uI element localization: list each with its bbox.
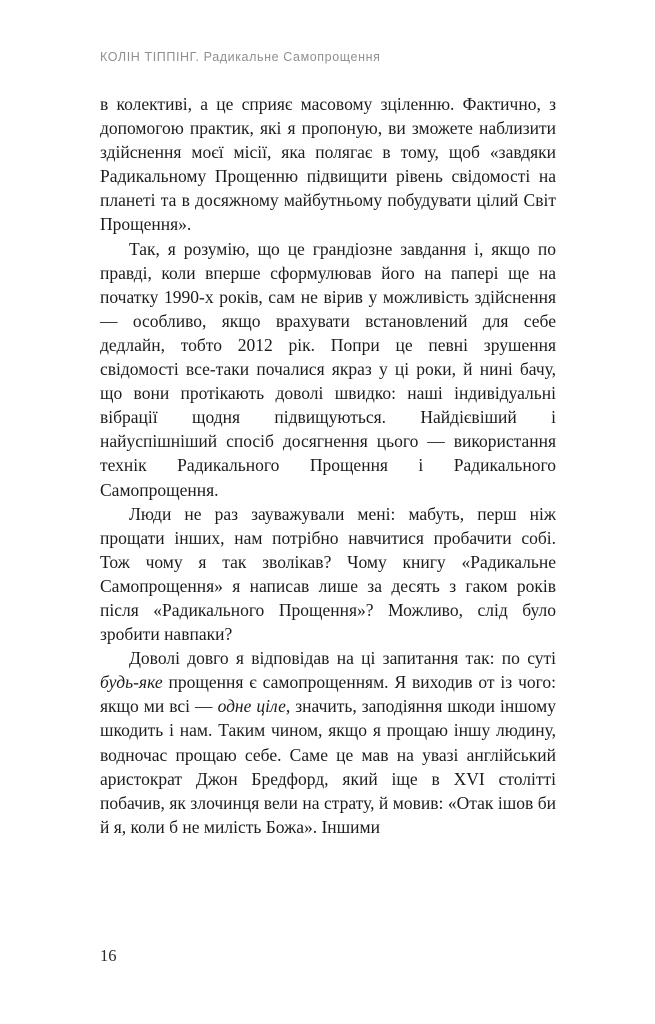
page-number: 16 <box>100 946 117 965</box>
text-segment: прощення є самопрощенням. Я виходив от із чого: якщо ми всі — <box>100 672 556 717</box>
text-segment: Так, я розумію, що це грандіозне завдання і, якщо по правді, коли вперше сформулював його на папері ще на початку 1990-х років, сам не вірив у можливість здійснення — особливо, якщо врахувати встановлений для себе дедлайн, тобто 2012 рік. Попри це певні зрушення свідомості все-таки почалися якраз у ці роки, й нині бачу, що вони протікають доволі швидко: наші індивідуальні вібрації щодня підвищуються. Найдієвіший і найуспішніший спосіб досягнення цього — використання технік Радикального Прощення і Радикального Самопрощення. <box>100 238 556 500</box>
text-segment: Люди не раз зауважували мені: мабуть, перш ніж прощати інших, нам потрібно навчитися пробачити собі. Тож чому я так зволікав? Чому книгу «Радикальне Самопрощення» я написав лише за десять з гаком років після «Радикального Прощення»? Можливо, слід було зробити навпаки? <box>100 503 556 645</box>
text-segment-italic: одне ціле <box>217 696 286 717</box>
text-segment: Доволі довго я відповідав на ці запитання так: по суті <box>129 648 556 669</box>
running-header: КОЛІН ТІППІНГ. Радикальне Самопрощення <box>100 50 381 64</box>
paragraph <box>100 502 556 647</box>
paragraph <box>100 92 556 237</box>
page-body <box>100 92 556 839</box>
paragraph <box>100 237 556 502</box>
paragraph <box>100 646 556 839</box>
text-segment-italic: будь-яке <box>100 672 163 693</box>
text-segment: в колективі, а це сприяє масовому зціленню. Фактично, з допомогою практик, які я пропоную, ви зможете наблизити здійснення моєї місії, яка полягає в тому, щоб «завдяки Радикальному Прощенню підвищити рівень свідомості на планеті та в досяжному майбутньому побудувати цілий Світ Прощення». <box>100 94 556 235</box>
text-segment: , значить, заподіяння шкоди іншому шкодить і нам. Таким чином, якщо я прощаю іншу людину, водночас прощаю себе. Саме це мав на увазі англійський аристократ Джон Бредфорд, який іще в XVI столітті побачив, як злочинця вели на страту, й мовив: «Отак ішов би й я, коли б не милість Божа». Іншими <box>100 696 556 837</box>
